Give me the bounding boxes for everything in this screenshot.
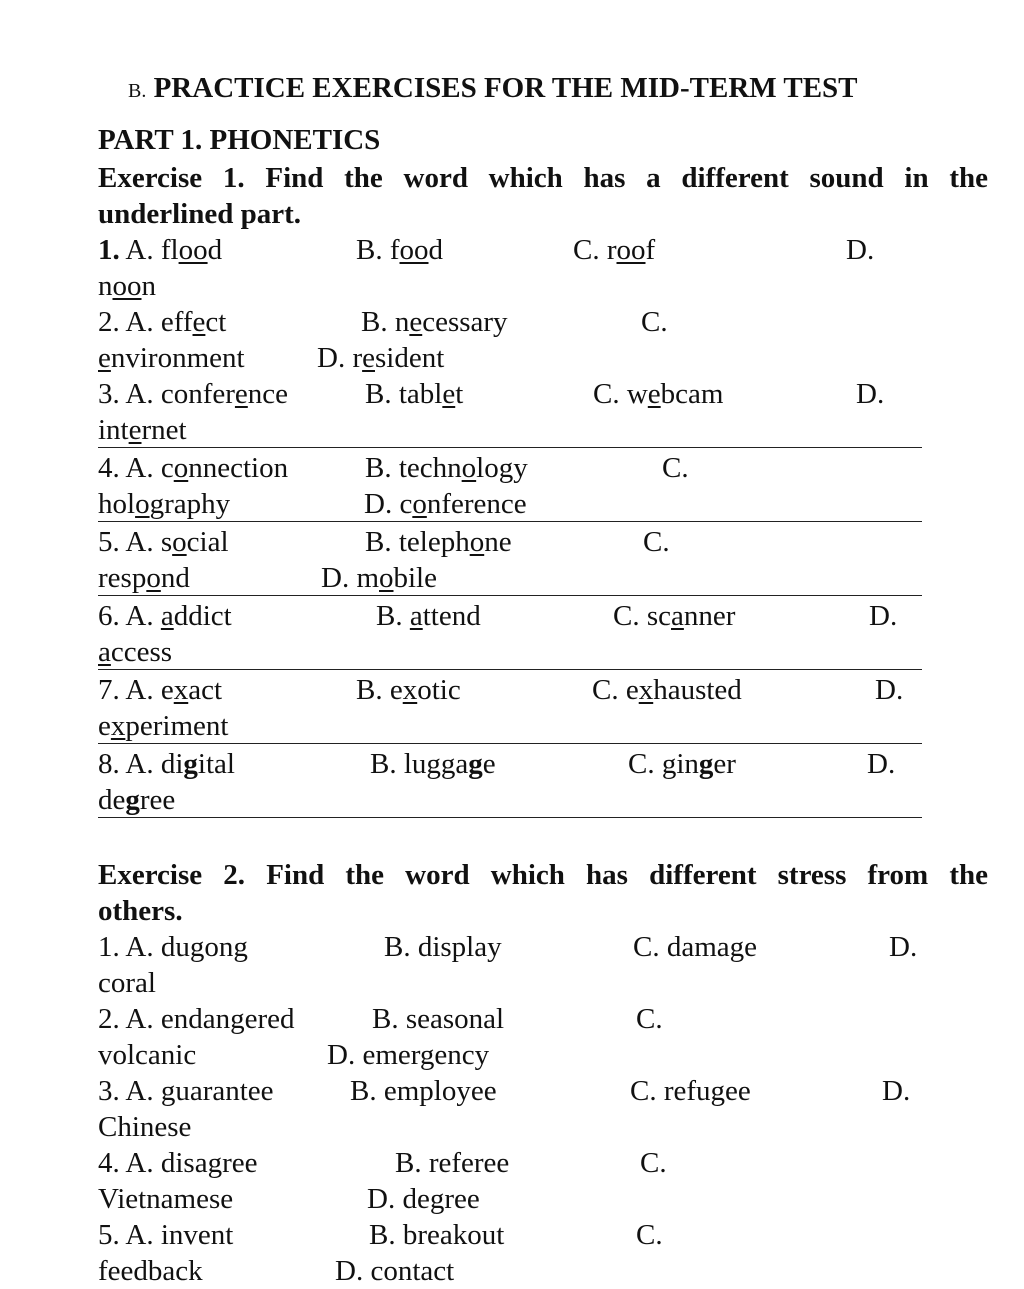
ex1-item3-c: C. webcam — [593, 378, 724, 410]
ex1-item4-b: B. technology — [365, 452, 528, 484]
ex1-item1-b: B. food — [356, 234, 443, 266]
ex1-item7-d: experiment — [98, 710, 229, 742]
ex2-item1-a: 1. A. dugong — [98, 931, 248, 963]
ex1-item1-a: 1. A. flood — [98, 234, 223, 266]
ex2-item4-c: Vietnamese — [98, 1183, 234, 1215]
exercise1-title-line1: Exercise 1. Find the word which has a different sound in the — [98, 162, 988, 194]
exercise2-title-line2: others. — [98, 895, 183, 927]
ex1-item5-c: respond — [98, 562, 190, 594]
part-title: PART 1. PHONETICS — [98, 124, 381, 156]
ex1-item2-d: D. resident — [317, 342, 445, 374]
ex1-item5-c-label: C. — [643, 526, 670, 558]
table-rule — [98, 595, 922, 596]
ex1-item5-b: B. telephone — [365, 526, 512, 558]
ex1-item6-d-label: D. — [869, 600, 898, 632]
ex2-item3-d: Chinese — [98, 1111, 192, 1143]
ex2-item3-b: B. employee — [350, 1075, 497, 1107]
ex2-item2-b: B. seasonal — [372, 1003, 505, 1035]
ex1-item3-d: internet — [98, 414, 187, 446]
ex1-item8-a: 8. A. digital — [98, 748, 235, 780]
ex1-item6-a: 6. A. addict — [98, 600, 232, 632]
table-rule — [98, 447, 922, 448]
ex2-item3-c: C. refugee — [630, 1075, 751, 1107]
ex2-item2-c: volcanic — [98, 1039, 197, 1071]
table-rule — [98, 743, 922, 744]
table-rule — [98, 521, 922, 522]
ex1-item5-a: 5. A. social — [98, 526, 229, 558]
ex2-item2-d: D. emergency — [327, 1039, 490, 1071]
ex2-item4-b: B. referee — [395, 1147, 510, 1179]
ex2-item4-d: D. degree — [367, 1183, 480, 1215]
table-rule — [98, 817, 922, 818]
ex1-item7-c: C. exhausted — [592, 674, 742, 706]
ex1-item4-d: D. conference — [364, 488, 527, 520]
table-rule — [98, 669, 922, 670]
ex2-item4-c-label: C. — [640, 1147, 667, 1179]
ex2-item1-d: coral — [98, 967, 156, 999]
ex1-item4-c: holography — [98, 488, 231, 520]
ex1-item2-c: environment — [98, 342, 245, 374]
ex1-item4-c-label: C. — [662, 452, 689, 484]
ex1-item6-c: C. scanner — [613, 600, 736, 632]
ex2-item4-a: 4. A. disagree — [98, 1147, 258, 1179]
ex2-item2-c-label: C. — [636, 1003, 663, 1035]
ex1-item2-c-label: C. — [641, 306, 668, 338]
ex1-item2-a: 2. A. effect — [98, 306, 227, 338]
ex1-item3-b: B. tablet — [365, 378, 464, 410]
ex1-item1-d: noon — [98, 270, 156, 302]
ex1-item7-a: 7. A. exact — [98, 674, 223, 706]
ex1-item8-d-label: D. — [867, 748, 896, 780]
ex1-item6-b: B. attend — [376, 600, 481, 632]
ex2-item1-c: C. damage — [633, 931, 758, 963]
section-title-text: PRACTICE EXERCISES FOR THE MID-TERM TEST — [153, 72, 858, 104]
ex2-item3-a: 3. A. guarantee — [98, 1075, 274, 1107]
ex2-item2-a: 2. A. endangered — [98, 1003, 295, 1035]
ex1-item7-b: B. exotic — [356, 674, 461, 706]
ex1-item3-a: 3. A. conference — [98, 378, 289, 410]
ex1-item8-b: B. luggage — [370, 748, 496, 780]
exercise2-title-line1: Exercise 2. Find the word which has different stress from the — [98, 859, 988, 891]
ex1-item5-d: D. mobile — [321, 562, 437, 594]
ex1-item1-d-label: D. — [846, 234, 875, 266]
ex2-item5-c: feedback — [98, 1255, 203, 1287]
ex1-item2-b: B. necessary — [361, 306, 508, 338]
ex2-item1-d-label: D. — [889, 931, 918, 963]
ex1-item4-a: 4. A. connection — [98, 452, 289, 484]
ex1-item7-d-label: D. — [875, 674, 904, 706]
ex2-item1-b: B. display — [384, 931, 502, 963]
ex2-item3-d-label: D. — [882, 1075, 911, 1107]
exercise1-title-line2: underlined part. — [98, 198, 302, 230]
ex1-item8-c: C. ginger — [628, 748, 736, 780]
ex1-item3-d-label: D. — [856, 378, 885, 410]
section-title — [128, 70, 858, 109]
ex2-item5-a: 5. A. invent — [98, 1219, 234, 1251]
ex1-item1-c: C. roof — [573, 234, 656, 266]
ex1-item6-d: access — [98, 636, 173, 668]
ex2-item5-d: D. contact — [335, 1255, 455, 1287]
section-title-prefix: B. — [128, 80, 147, 102]
ex2-item5-b: B. breakout — [369, 1219, 505, 1251]
ex1-item8-d: degree — [98, 784, 176, 816]
ex2-item5-c-label: C. — [636, 1219, 663, 1251]
